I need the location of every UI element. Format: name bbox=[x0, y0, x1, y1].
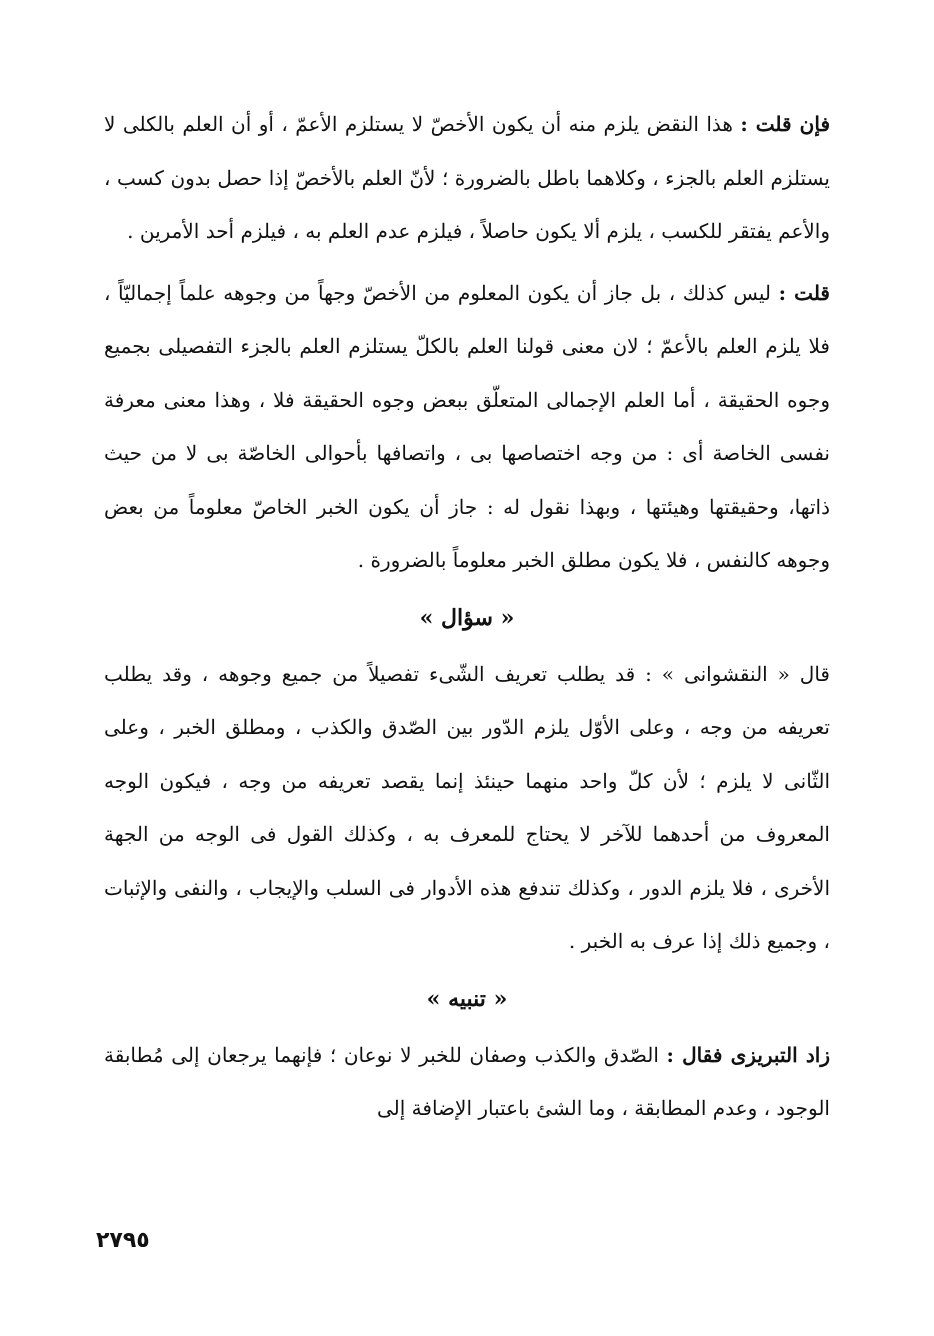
paragraph-objection-text: هذا النقض يلزم منه أن يكون الأخصّ لا يستلزم الأعمّ ، أو أن العلم بالكلى لا يستلزم العلم بالجزء ، وكلاهما باطل بالضرورة ؛ لأنّ العلم بالأخصّ إذا حصل بدون كسب ، والأعم يفتقر للكسب ، يلزم ألا يكون حاصلاً ، فيلزم عدم العلم به ، فيلزم أحد الأمرين . bbox=[104, 112, 830, 243]
page-body bbox=[104, 98, 830, 1136]
paragraph-reply bbox=[104, 267, 830, 588]
paragraph-nakshawani bbox=[104, 648, 830, 969]
paragraph-reply-lead: قلت : bbox=[778, 280, 830, 305]
heading-notice: « تنبيه » bbox=[426, 985, 508, 1012]
page-number: ٢٧٩٥ bbox=[96, 1228, 150, 1253]
paragraph-reply-text: ليس كذلك ، بل جاز أن يكون المعلوم من الأخصّ وجهاً من وجوهه علماً إجماليّاً ، فلا يلزم العلم بالأعمّ ؛ لان معنى قولنا العلم بالكلّ يستلزم العلم بالجزء التفصيلى بجميع وجوه الحقيقة ، أما العلم الإجمالى المتعلّق ببعض وجوه الحقيقة فلا ، وهذا معنى معرفة نفسى الخاصة أى : من وجه اختصاصها بى ، واتصافها بأحوالى الخاصّة بى لا من حيث ذاتها، وحقيقتها وهيئتها ، وبهذا نقول له : جاز أن يكون الخبر الخاصّ معلوماً من بعض وجوهه كالنفس ، فلا يكون مطلق الخبر معلوماً بالضرورة . bbox=[104, 280, 830, 572]
paragraph-tabrizi-text: الصّدق والكذب وصفان للخبر لا نوعان ؛ فإنهما يرجعان إلى مُطابقة الوجود ، وعدم المطابقة ، وما الشئ باعتبار الإضافة إلى bbox=[104, 1042, 830, 1120]
paragraph-nakshawani-text: قال « النقشوانى » : قد يطلب تعريف الشّىء تفصيلاً من جميع وجوهه ، وقد يطلب تعريفه من وجه ، وعلى الأوّل يلزم الدّور بين الصّدق والكذب ، ومطلق الخبر ، وعلى الثّانى لا يلزم ؛ لأن كلّ واحد منهما حينئذ إنما يقصد تعريفه من وجه ، فيكون الوجه المعروف من أحدهما للآخر لا يحتاج للمعرف به ، وكذلك القول فى الوجه من الجهة الأخرى ، فلا يلزم الدور ، وكذلك تندفع هذه الأدوار فى السلب والإيجاب ، والنفى والإثبات ، وجميع ذلك إذا عرف به الخبر . bbox=[104, 661, 831, 953]
heading-question: « سؤال » bbox=[419, 604, 515, 631]
paragraph-tabrizi bbox=[104, 1029, 830, 1136]
paragraph-objection bbox=[104, 98, 830, 259]
paragraph-tabrizi-lead: زاد التبريزى فقال : bbox=[666, 1042, 830, 1067]
paragraph-objection-lead: فإن قلت : bbox=[740, 112, 830, 136]
